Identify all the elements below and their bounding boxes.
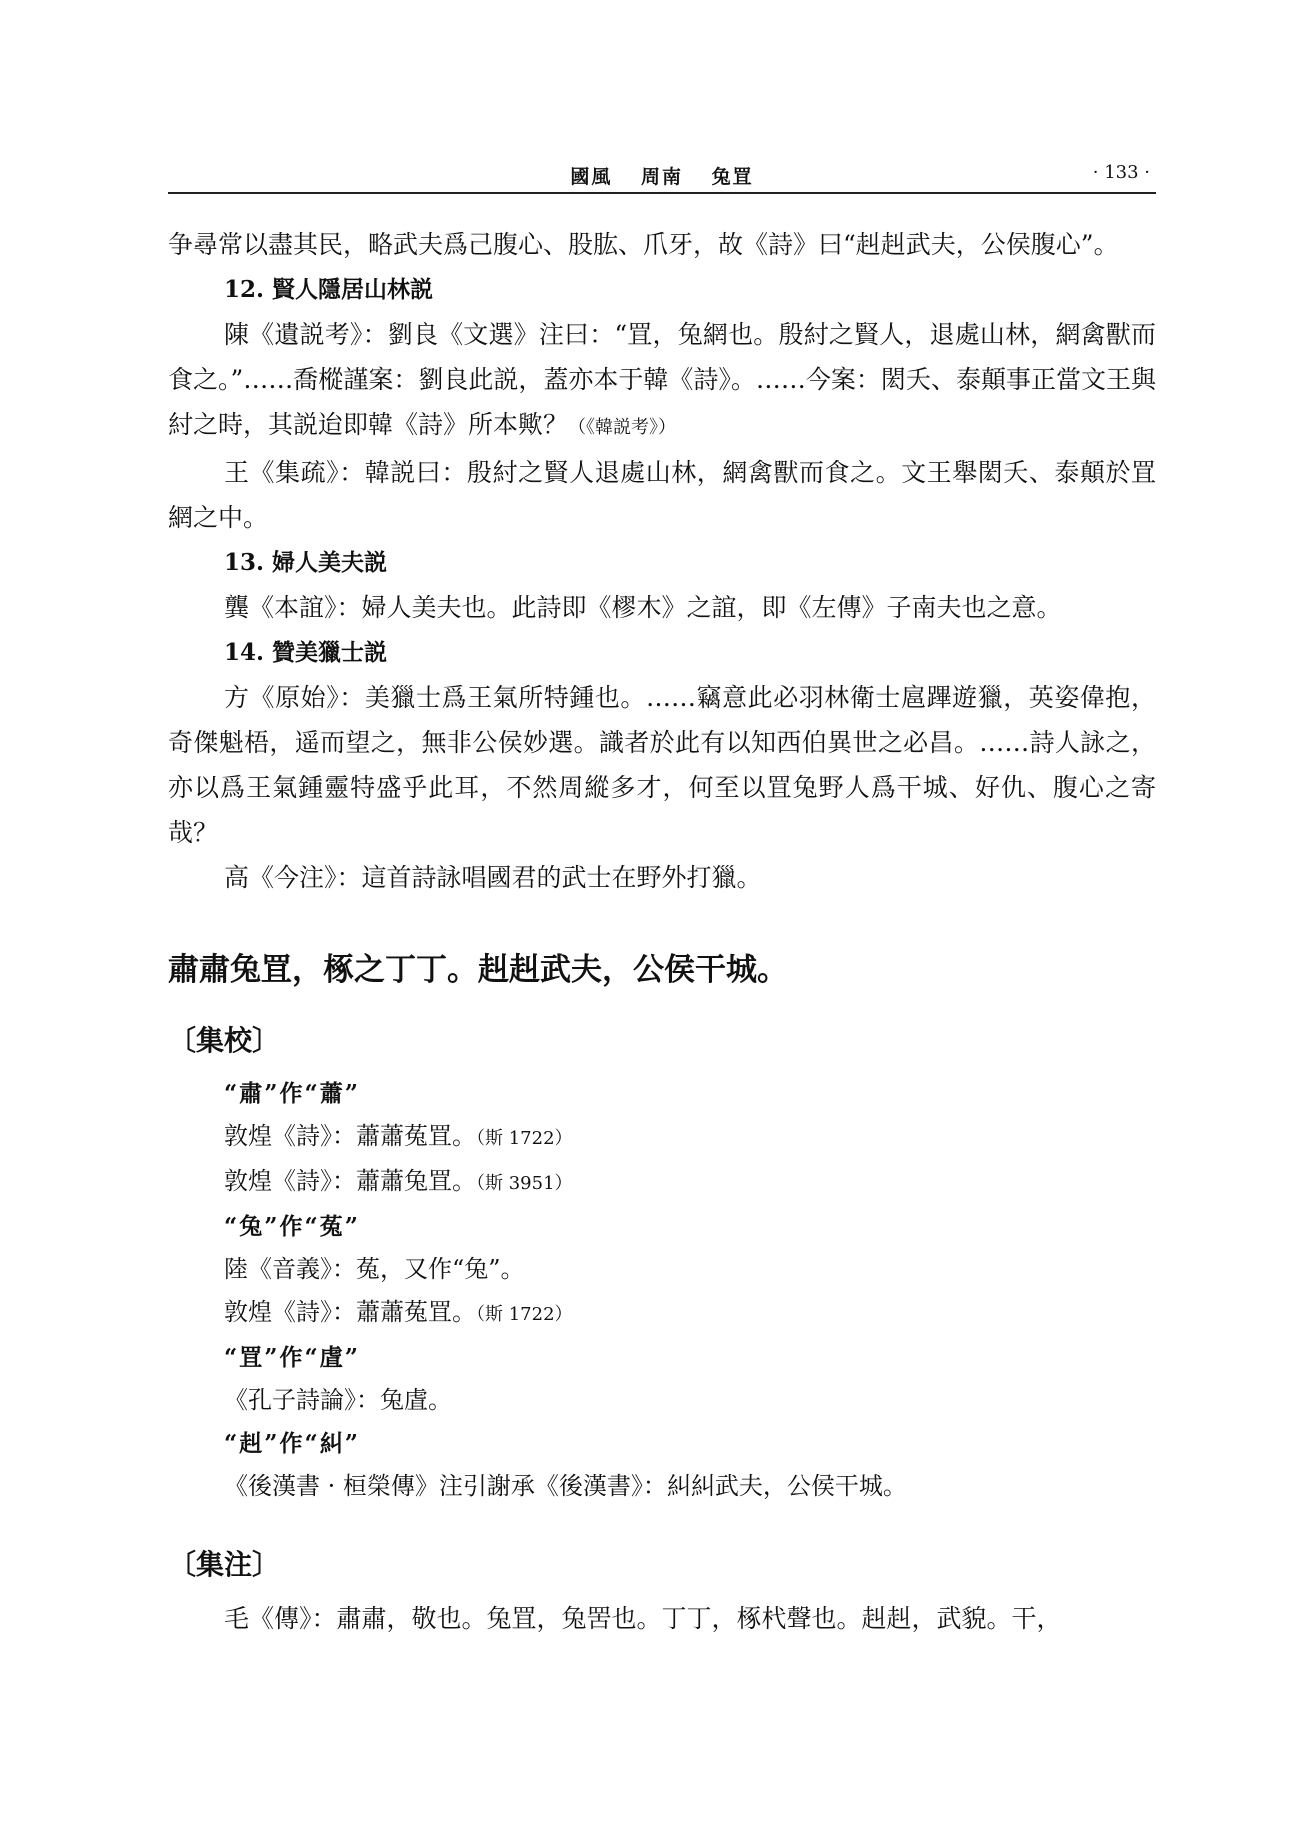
- jijiao-list: [168, 1072, 1156, 1508]
- variant-citation-note: （斯 1722）: [476, 1304, 573, 1325]
- body-text: [168, 222, 1156, 1641]
- variant-citation-text: 《孔子詩論》：兔虘。: [224, 1386, 452, 1414]
- jizhu-title: 〔集注〕: [168, 1548, 281, 1581]
- variant-citation: [168, 1291, 1156, 1336]
- section-12-p1-text: 陳《遺説考》：劉良《文選》注曰：“罝，兔網也。殷紂之賢人，退處山林，網禽獸而食之。”……喬樅謹案：劉良此説，蓋亦本于韓《詩》。……今案：閎夭、泰顛事正當文王與紂之時，其説迨即韓《詩》所本歟？: [168, 320, 1156, 439]
- section-14-paragraph-1: 方《原始》：美獵士爲王氣所特鍾也。……竊意此必羽林衛士扈蹕遊獵，英姿偉抱，奇傑魁梧，遥而望之，無非公侯妙選。識者於此有以知西伯異世之必昌。……詩人詠之，亦以爲王氣鍾靈特盛乎此耳，不然周縱多才，何至以罝兔野人爲干城、好仇、腹心之寄哉？: [168, 683, 1156, 847]
- variant-citation: [168, 1379, 1156, 1422]
- variant-citation-note: （斯 3951）: [476, 1173, 573, 1194]
- variant-citation-text: 《後漢書 · 桓榮傳》注引謝承《後漢書》：糾糾武夫，公侯干城。: [224, 1472, 907, 1500]
- variant-citation: [168, 1115, 1156, 1160]
- variant-citation: [168, 1465, 1156, 1508]
- header-part-1: 國風: [570, 166, 613, 188]
- section-14-paragraph-2: 高《今注》：這首詩詠唱國君的武士在野外打獵。: [224, 863, 762, 892]
- section-12-heading: 12. 賢人隱居山林説: [224, 276, 434, 303]
- header-rule: [168, 192, 1156, 194]
- variant-citation-text: 敦煌《詩》：蕭蕭菟罝。: [224, 1122, 476, 1150]
- jijiao-title: 〔集校〕: [168, 1024, 281, 1057]
- header-part-2: 周南: [640, 166, 683, 188]
- spacer: [168, 1508, 1156, 1528]
- running-header: [168, 158, 1156, 194]
- variant-heading: “肅”作“蕭”: [224, 1080, 360, 1107]
- variant-citation-note: （斯 1722）: [476, 1128, 573, 1149]
- variant-citation-text: 陸《音義》：菟，又作“兔”。: [224, 1255, 525, 1283]
- section-12-paragraph-1: [168, 312, 1156, 450]
- section-12-p1-note: （《韓説考》）: [568, 417, 677, 438]
- header-part-3: 兔罝: [711, 166, 754, 188]
- variant-heading: “赳”作“糾”: [224, 1430, 360, 1457]
- variant-heading: “兔”作“菟”: [224, 1213, 360, 1240]
- page-number: · 133 ·: [1092, 162, 1150, 183]
- variant-citation: [168, 1160, 1156, 1205]
- jizhu-paragraph-1: 毛《傳》：肅肅，敬也。兔罝，兔罟也。丁丁，椓杙聲也。赳赳，武貌。干，: [224, 1604, 1062, 1633]
- variant-heading: “罝”作“虘”: [224, 1344, 360, 1371]
- variant-citation-text: 敦煌《詩》：蕭蕭菟罝。: [224, 1298, 476, 1326]
- section-12-paragraph-2: 王《集疏》：韓説曰：殷紂之賢人退處山林，網禽獸而食之。文王舉閎夭、泰顛於罝網之中。: [168, 458, 1156, 532]
- continued-paragraph: 争尋常以盡其民，略武夫爲己腹心、股肱、爪牙，故《詩》曰“赳赳武夫，公侯腹心”。: [168, 230, 1119, 259]
- variant-citation-text: 敦煌《詩》：蕭蕭兔罝。: [224, 1167, 476, 1195]
- section-13-paragraph-1: 龔《本誼》：婦人美夫也。此詩即《樛木》之誼，即《左傳》子南夫也之意。: [224, 593, 1062, 622]
- running-header-title: [168, 162, 1156, 189]
- variant-citation: [168, 1248, 1156, 1291]
- section-14-heading: 14. 贊美獵士説: [224, 639, 388, 666]
- section-13-heading: 13. 婦人美夫説: [224, 549, 388, 576]
- verse-line: 肅肅兔罝，椓之丁丁。赳赳武夫，公侯干城。: [168, 952, 788, 988]
